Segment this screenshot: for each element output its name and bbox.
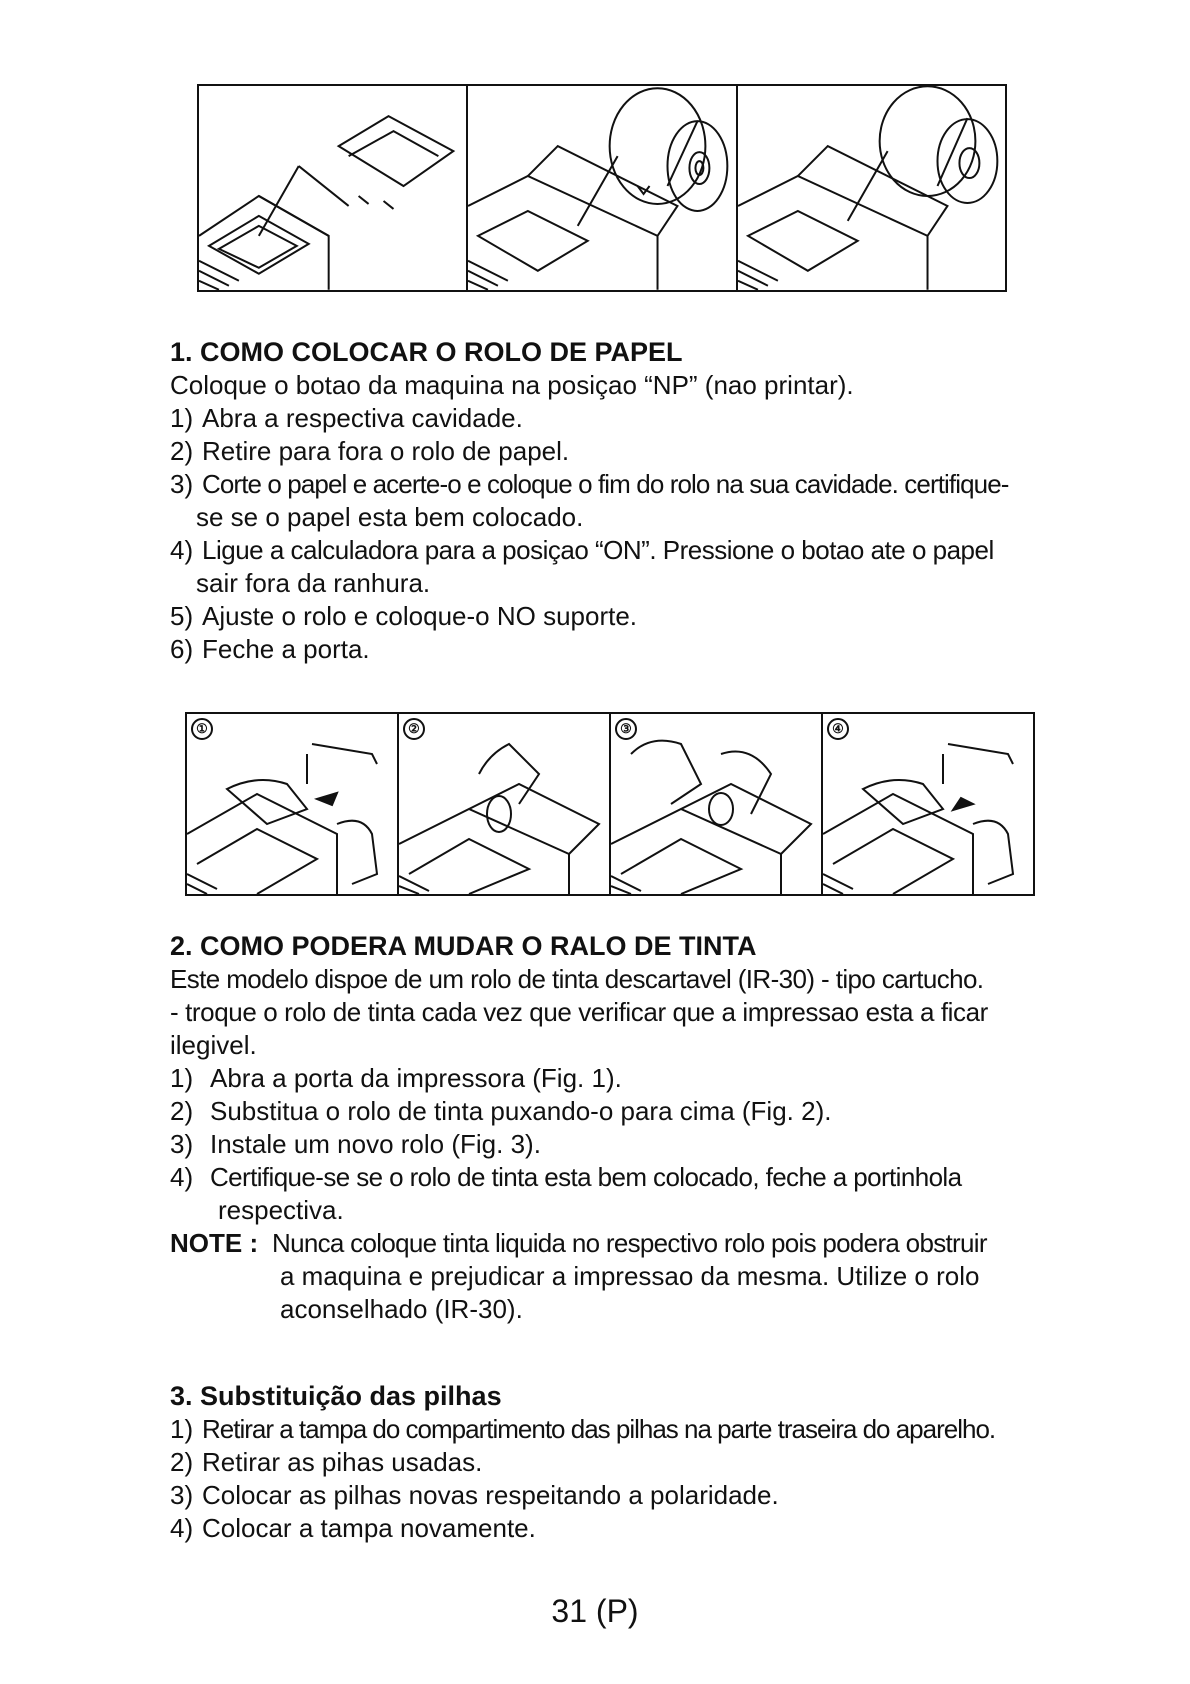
list-item: 1) Retirar a tampa do compartimento das pilhas na parte traseira do aparelho. xyxy=(170,1414,996,1444)
section-2-intro-line: - troque o rolo de tinta cada vez que verificar que a impressao esta a ficar xyxy=(170,997,988,1027)
section-batteries xyxy=(170,1380,1070,1545)
note-continuation: a maquina e prejudicar a impressao da mesma. Utilize o rolo xyxy=(280,1261,980,1291)
list-item: 3) Corte o papel e acerte-o e coloque o fim do rolo na sua cavidade. certifique- xyxy=(170,469,1009,499)
list-item: 3) Instale um novo rolo (Fig. 3). xyxy=(170,1129,541,1159)
section-3-title: 3. Substituição das pilhas xyxy=(170,1381,502,1411)
section-2-intro-line: ilegivel. xyxy=(170,1030,257,1060)
list-item: 4) Certifique-se se o rolo de tinta esta bem colocado, feche a portinhola xyxy=(170,1162,962,1192)
figure-4-close-door xyxy=(823,714,1033,894)
note xyxy=(170,1227,1070,1260)
top-figure-strip xyxy=(197,84,1007,292)
page-number: 31 (P) xyxy=(551,1593,639,1629)
list-item: 1) Abra a respectiva cavidade. xyxy=(170,403,523,433)
calculator-illustration-icon xyxy=(199,86,466,290)
figure-paper-cover-removal xyxy=(199,86,468,290)
figure-3-install-ink-roll xyxy=(611,714,823,894)
figure-label-3: ③ xyxy=(615,718,637,740)
hand-installing-ink-roll-icon xyxy=(611,714,821,894)
section-paper-roll xyxy=(170,336,1070,666)
section-1-intro: Coloque o botao da maquina na posiçao “NP” (nao printar). xyxy=(170,370,854,400)
hand-closing-door-icon xyxy=(823,714,1033,894)
note-continuation: aconselhado (IR-30). xyxy=(280,1294,523,1324)
figure-paper-roll-insert xyxy=(468,86,737,290)
ink-roll-figure-strip xyxy=(185,712,1035,896)
figure-label-1: ① xyxy=(191,718,213,740)
list-item: 5) Ajuste o rolo e coloque-o NO suporte. xyxy=(170,601,638,631)
figure-paper-roll-installed xyxy=(738,86,1005,290)
figure-label-2: ② xyxy=(403,718,425,740)
hand-removing-ink-roll-icon xyxy=(399,714,609,894)
hand-opening-door-icon xyxy=(187,714,397,894)
list-item: 3) Colocar as pilhas novas respeitando a polaridade. xyxy=(170,1480,779,1510)
section-2-title: 2. COMO PODERA MUDAR O RALO DE TINTA xyxy=(170,931,757,961)
list-item: 4) Colocar a tampa novamente. xyxy=(170,1513,536,1543)
figure-2-remove-ink-roll xyxy=(399,714,611,894)
list-item: 2) Substitua o rolo de tinta puxando-o para cima (Fig. 2). xyxy=(170,1096,832,1126)
calculator-paper-roll-installed-icon xyxy=(738,86,1005,290)
list-item: 2) Retirar as pihas usadas. xyxy=(170,1447,483,1477)
note-text: Nunca coloque tinta liquida no respectivo rolo pois podera obstruir xyxy=(272,1228,987,1258)
list-item: 1) Abra a porta da impressora (Fig. 1). xyxy=(170,1063,622,1093)
figure-1-open-door xyxy=(187,714,399,894)
list-item-continuation: respectiva. xyxy=(218,1195,344,1225)
figure-label-4: ④ xyxy=(827,718,849,740)
list-item: 2) Retire para fora o rolo de papel. xyxy=(170,436,570,466)
section-2-intro-line: Este modelo dispoe de um rolo de tinta descartavel (IR-30) - tipo cartucho. xyxy=(170,964,984,994)
note-label: NOTE : xyxy=(170,1228,259,1258)
list-item: 6) Feche a porta. xyxy=(170,634,370,664)
list-item-continuation: sair fora da ranhura. xyxy=(196,568,431,598)
section-1-title: 1. COMO COLOCAR O ROLO DE PAPEL xyxy=(170,337,683,367)
list-item-continuation: se se o papel esta bem colocado. xyxy=(196,502,584,532)
list-item: 4) Ligue a calculadora para a posiçao “ON”. Pressione o botao ate o papel xyxy=(170,535,994,565)
section-ink-roll xyxy=(170,930,1070,1326)
calculator-paper-roll-icon xyxy=(468,86,735,290)
